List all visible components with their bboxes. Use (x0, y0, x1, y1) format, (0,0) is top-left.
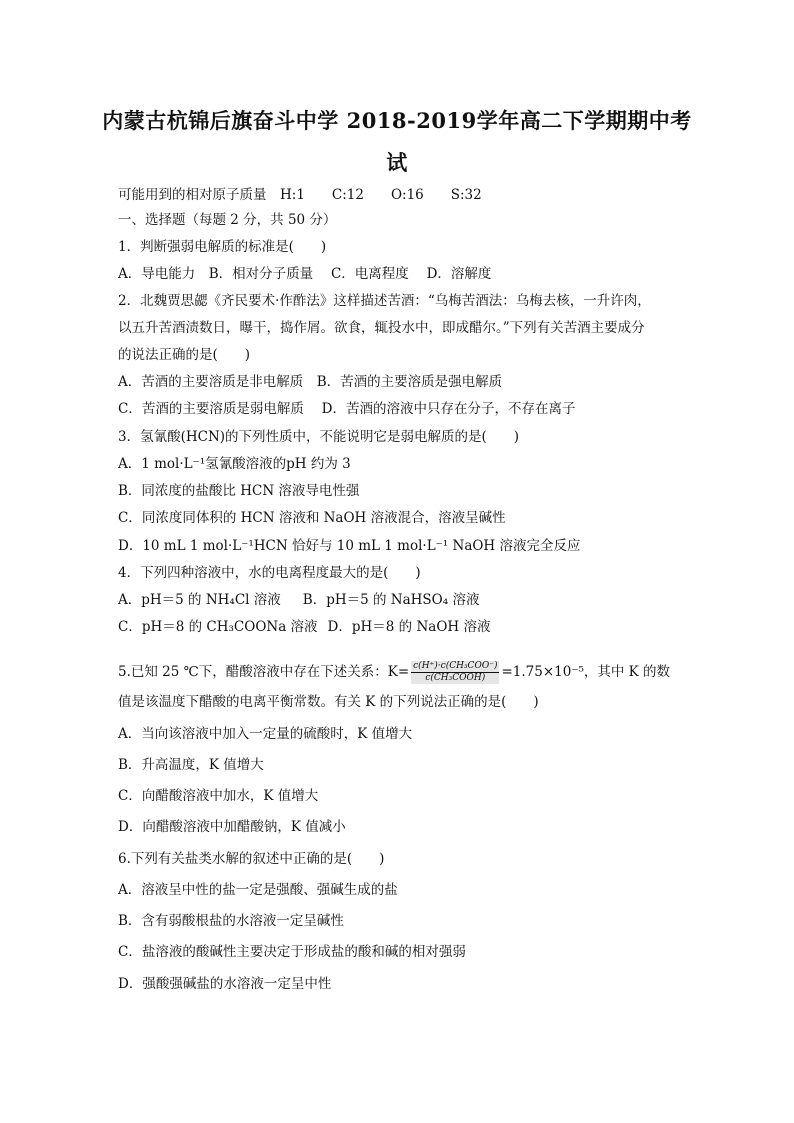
q3-stem: 3．氢氰酸(HCN)的下列性质中，不能说明它是弱电解质的是( ) (118, 429, 520, 445)
q3-option-c: C．同浓度同体积的 HCN 溶液和 NaOH 溶液混合，溶液呈碱性 (118, 510, 506, 526)
q5-stem-post: =1.75×10⁻⁵，其中 K 的数 (501, 664, 671, 680)
q6-option-c: C．盐溶液的酸碱性主要决定于形成盐的酸和碱的相对强弱 (118, 944, 466, 960)
q5-stem-line1 (118, 661, 678, 684)
q6-stem: 6.下列有关盐类水解的叙述中正确的是( ) (118, 851, 385, 867)
q6-option-b: B．含有弱酸根盐的水溶液一定呈碱性 (118, 913, 344, 929)
q2-options-cd: C．苦酒的主要溶质是弱电解质 D．苦酒的溶液中只存在分子，不存在离子 (118, 401, 576, 417)
q5-option-b: B．升高温度，K 值增大 (118, 757, 264, 773)
q2-options-ab: A．苦酒的主要溶质是非电解质 B．苦酒的主要溶质是强电解质 (118, 374, 503, 390)
q3-option-d: D．10 mL 1 mol·L⁻¹HCN 恰好与 10 mL 1 mol·L⁻¹ NaOH 溶液完全反应 (118, 538, 581, 554)
fraction-denominator: c(CH₃COOH) (425, 673, 486, 683)
q5-stem-line2: 值是该温度下醋酸的电离平衡常数。有关 K 的下列说法正确的是( ) (118, 694, 539, 710)
page-title-line2: 试 (386, 150, 408, 175)
section-heading: 一、选择题（每题 2 分，共 50 分） (118, 212, 337, 228)
q6-option-d: D．强酸强碱盐的水溶液一定呈中性 (118, 976, 332, 992)
q4-options-cd (118, 617, 678, 637)
q2-stem-line1: 2．北魏贾思勰《齐民要术·作酢法》这样描述苦酒：“乌梅苦酒法：乌梅去核，一升许肉， (118, 293, 651, 309)
q4-option-c: C．pH＝8 的 CH₃COONa 溶液 (118, 619, 318, 635)
q5-option-d: D．向醋酸溶液中加醋酸钠，K 值减小 (118, 819, 346, 835)
q1-options: A．导电能力 B．相对分子质量 C．电离程度 D．溶解度 (118, 266, 492, 282)
q4-option-d: D．pH＝8 的 NaOH 溶液 (327, 619, 491, 635)
atomic-mass-line: 可能用到的相对原子质量 H:1 C:12 O:16 S:32 (118, 187, 482, 203)
q5-stem-pre: 5.已知 25 ℃下，醋酸溶液中存在下述关系：K= (118, 664, 410, 680)
q4-stem: 4．下列四种溶液中，水的电离程度最大的是( ) (118, 565, 421, 581)
q3-option-a: A．1 mol·L⁻¹氢氰酸溶液的pH 约为 3 (118, 456, 351, 472)
ka-fraction (411, 661, 499, 684)
q3-option-b: B．同浓度的盐酸比 HCN 溶液导电性强 (118, 483, 360, 499)
q5-option-c: C．向醋酸溶液中加水，K 值增大 (118, 788, 319, 804)
page-title-line1: 内蒙古杭锦后旗奋斗中学 2018-2019学年高二下学期期中考 (102, 108, 692, 133)
q6-option-a: A．溶液呈中性的盐一定是强酸、强碱生成的盐 (118, 882, 398, 898)
q5-option-a: A．当向该溶液中加入一定量的硫酸时，K 值增大 (118, 726, 413, 742)
q2-stem-line3: 的说法正确的是( ) (118, 347, 251, 363)
q4-option-b: B．pH＝5 的 NaHSO₄ 溶液 (302, 592, 480, 608)
q4-option-a: A．pH＝5 的 NH₄Cl 溶液 (118, 592, 281, 608)
q2-stem-line2: 以五升苦酒渍数日，曝干，捣作屑。欲食，辄投水中，即成醋尔。”下列有关苦酒主要成分 (118, 320, 645, 336)
fraction-numerator: c(H⁺)·c(CH₃COO⁻) (413, 661, 498, 671)
q4-options-ab (118, 590, 678, 610)
q1-stem: 1．判断强弱电解质的标准是( ) (118, 239, 327, 255)
